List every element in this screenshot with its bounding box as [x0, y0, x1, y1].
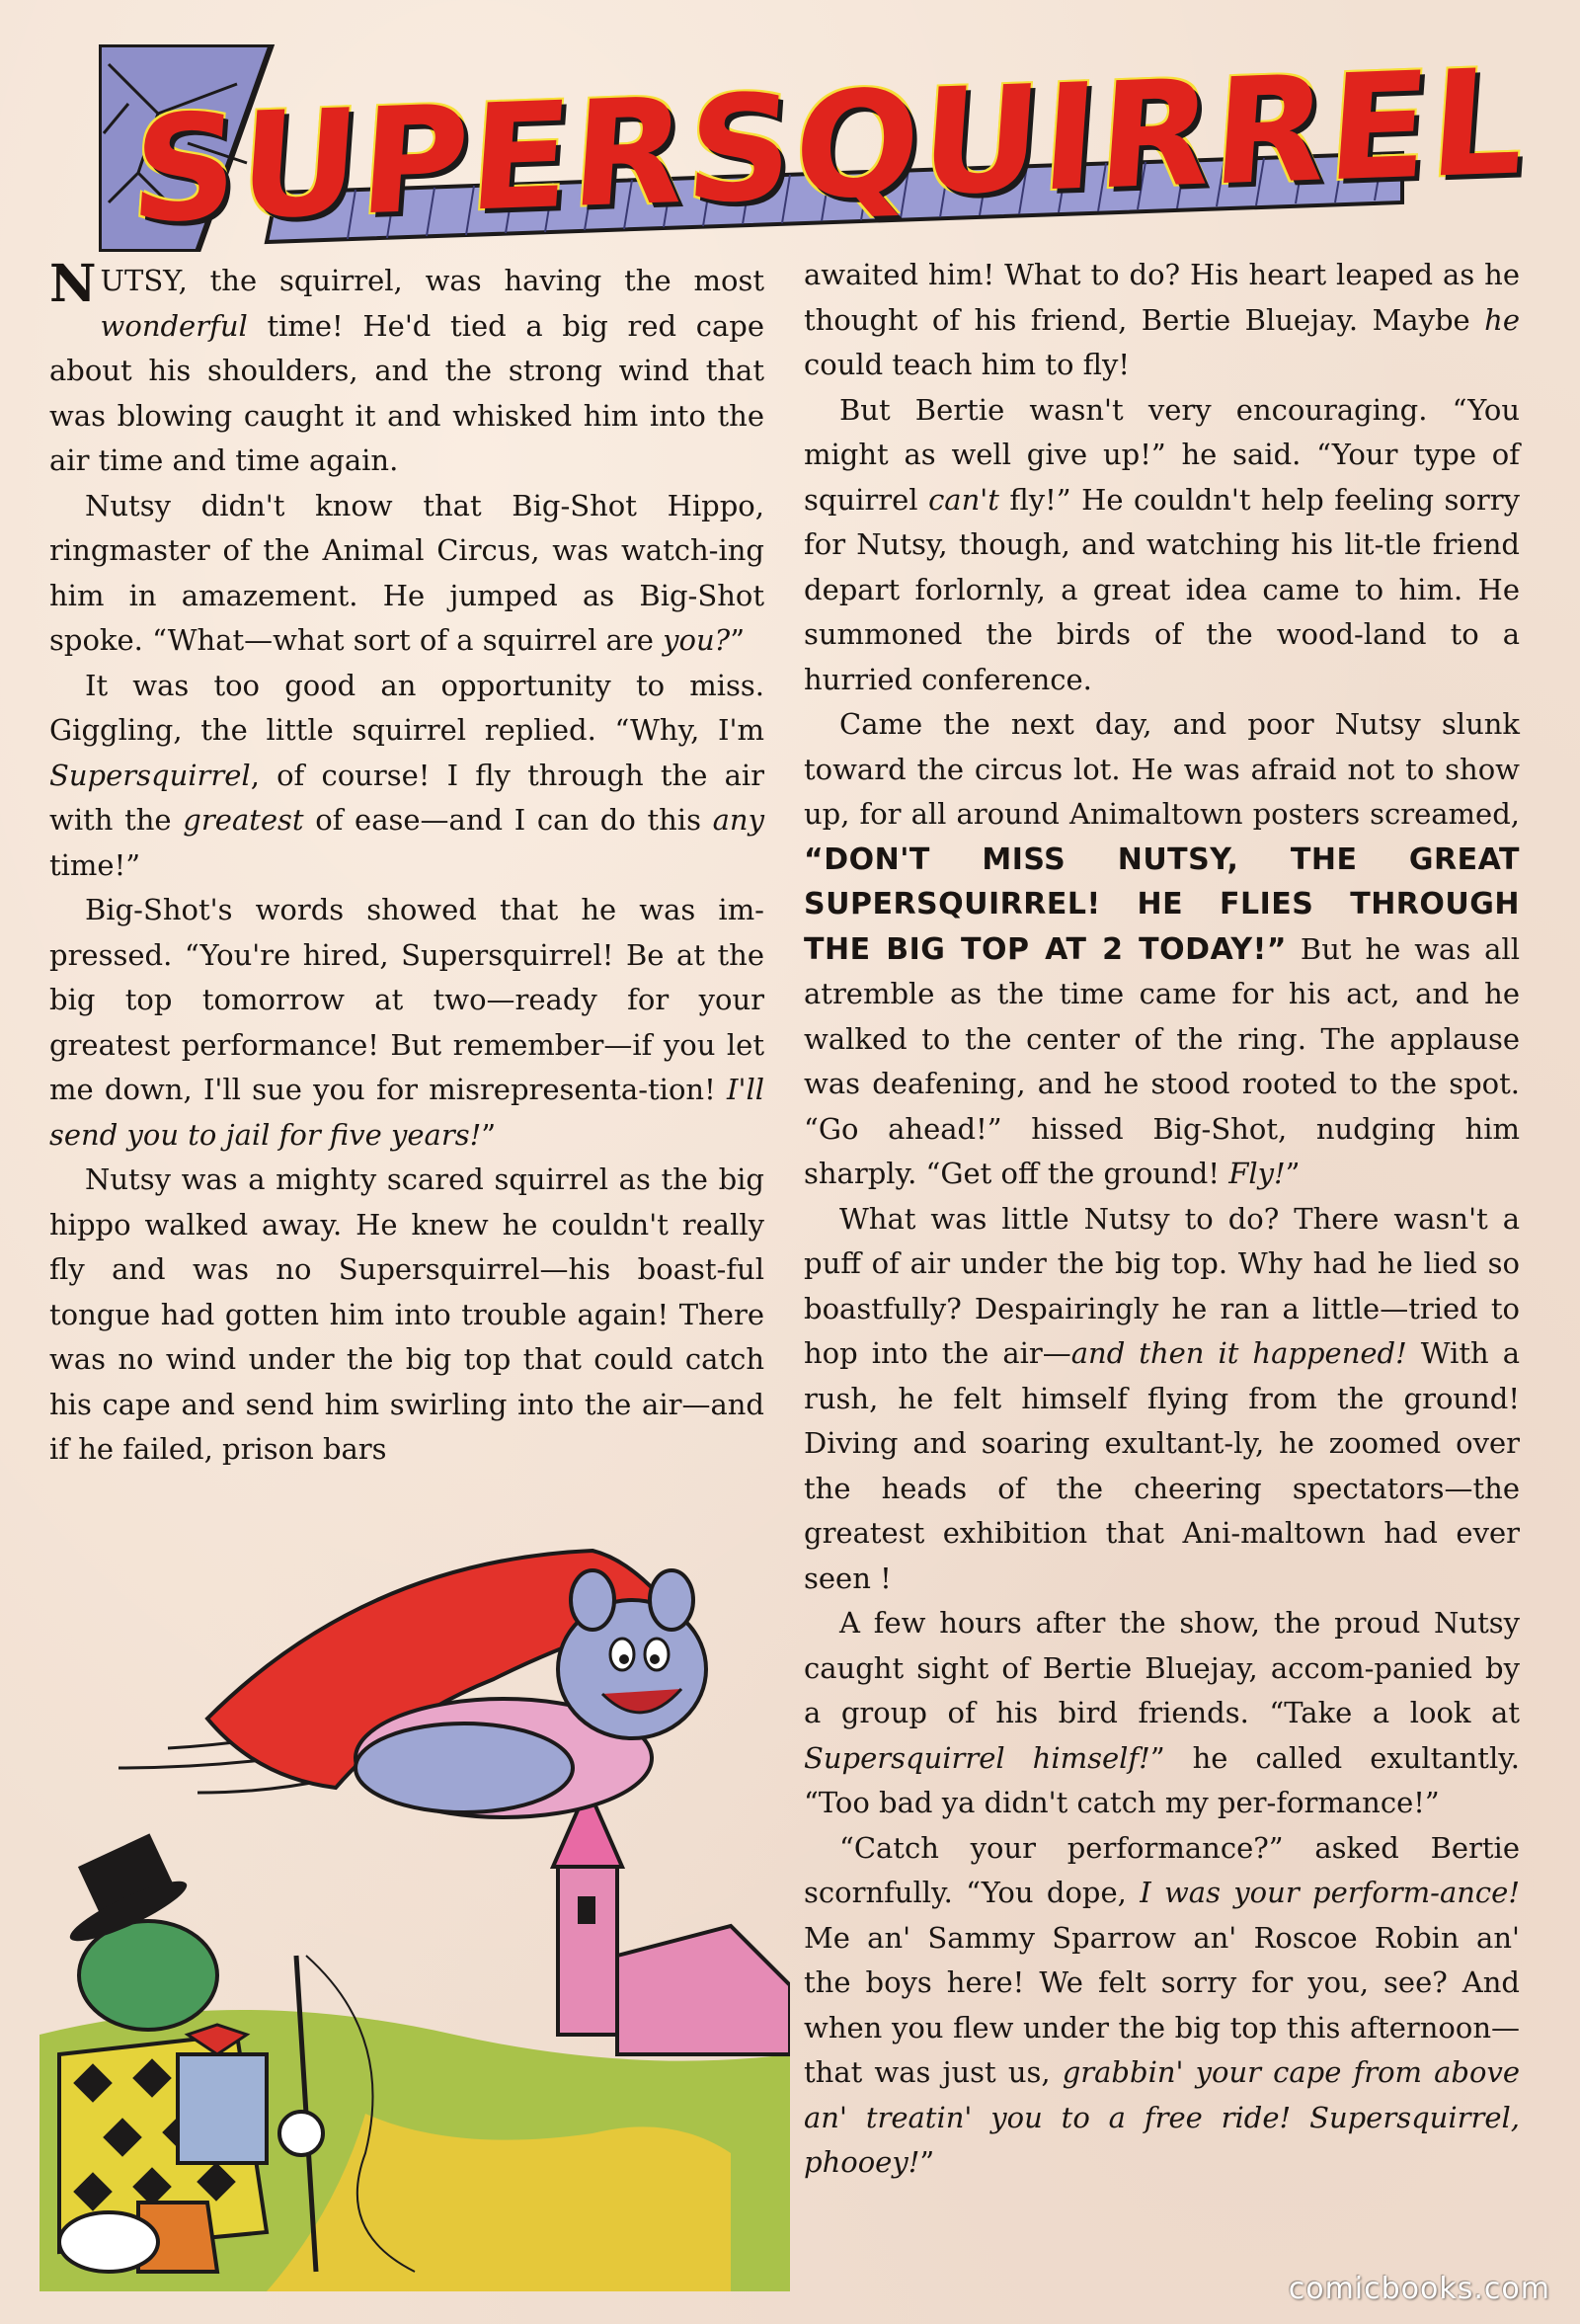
- poster-text: “DON'T MISS NUTSY, THE GREAT SUPERSQUIRREL! HE FLIES THROUGH THE BIG TOP AT 2 TODAY!”: [804, 841, 1520, 967]
- title-text-wrap: [126, 37, 1533, 256]
- paragraph: Big-Shot's words showed that he was im-pressed. “You're hired, Supersquirrel! Be at the big top tomorrow at two—ready for your greatest performance! But remember—if you let me down, I'll sue you for misrepresenta-tion! I'll send you to jail for five years!”: [49, 893, 764, 1152]
- paragraph: Nutsy was a mighty scared squirrel as the big hippo walked away. He knew he couldn't really fly and was no Supersquirrel—his boast-ful tongue had gotten him into trouble again! There was no wind under the big top that could catch his cape and send him swirling into the air—and if he failed, prison bars: [49, 1162, 764, 1466]
- title-banner: [99, 37, 1533, 256]
- paragraph: “Catch your performance?” asked Bertie scornfully. “You dope, I was your perform-ance! Me an' Sammy Sparrow an' Roscoe Robin an' the boys here! We felt sorry for you, see? And when you flew under the big top this afternoon—that was just us, grabbin' your cape from above an' treatin' you to a free ride! Supersquirrel, phooey!”: [804, 1830, 1520, 2179]
- site-watermark: comicbooks.com: [1288, 2272, 1550, 2306]
- story-column-right: [804, 253, 1520, 2186]
- paragraph: NUTSY, the squirrel, was having the most wonderful time! He'd tied a big red cape about his shoulders, and the strong wind that was blowing caught it and whisked him into the air time and time again.: [49, 254, 764, 477]
- castle-building: [553, 1788, 790, 2054]
- paragraph: It was too good an opportunity to miss. Giggling, the little squirrel replied. “Why, I'm Supersquirrel, of course! I fly through the air with the greatest of ease—and I can do this any time!”: [49, 668, 764, 882]
- flying-squirrel-and-hippo-illustration: [40, 1521, 790, 2291]
- paragraph: But Bertie wasn't very encouraging. “You might as well give up!” he said. “Your type of squirrel can't fly!” He couldn't help feeling sorry for Nutsy, though, and watching his lit-tle friend depart forlornly, a great idea came to him. He summoned the birds of the wood-land to a hurried conference.: [804, 392, 1521, 696]
- story-illustration: [40, 1521, 790, 2291]
- story-title: SUPERSQUIRREL: [126, 37, 1533, 256]
- story-column-left: [49, 254, 764, 1473]
- paragraph: Nutsy didn't know that Big-Shot Hippo, ringmaster of the Animal Circus, was watch-ing him in amazement. He jumped as Big-Shot spoke. “What—what sort of a squirrel are you?”: [49, 488, 764, 657]
- paragraph: Came the next day, and poor Nutsy slunk toward the circus lot. He was afraid not to show up, for all around Animaltown posters screamed, “DON'T MISS NUTSY, THE GREAT SUPERSQUIRREL! HE FLIES THROUGH THE BIG TOP AT 2 TODAY!” But he was all atremble as the time came for his act, and he walked to the center of the ring. The applause was deafening, and he stood rooted to the spot. “Go ahead!” hissed Big-Shot, nudging him sharply. “Get off the ground! Fly!”: [804, 707, 1520, 1190]
- paragraph: A few hours after the show, the proud Nutsy caught sight of Bertie Bluejay, accom-panied by a group of his bird friends. “Take a look at Supersquirrel himself!” he called exultantly. “Too bad ya didn't catch my per-formance!”: [804, 1606, 1520, 1819]
- drop-cap: N: [49, 254, 97, 314]
- paragraph: awaited him! What to do? His heart leaped as he thought of his friend, Bertie Bluejay. Maybe he could teach him to fly!: [804, 258, 1520, 381]
- paragraph: What was little Nutsy to do? There wasn't a puff of air under the big top. Why had he lied so boastfully? Despairingly he ran a little—tried to hop into the air—and then it happened! With a rush, he felt himself flying from the ground! Diving and soaring exultant-ly, he zoomed over the heads of the cheering spectators—the greatest exhibition that Ani-maltown had ever seen !: [804, 1201, 1520, 1595]
